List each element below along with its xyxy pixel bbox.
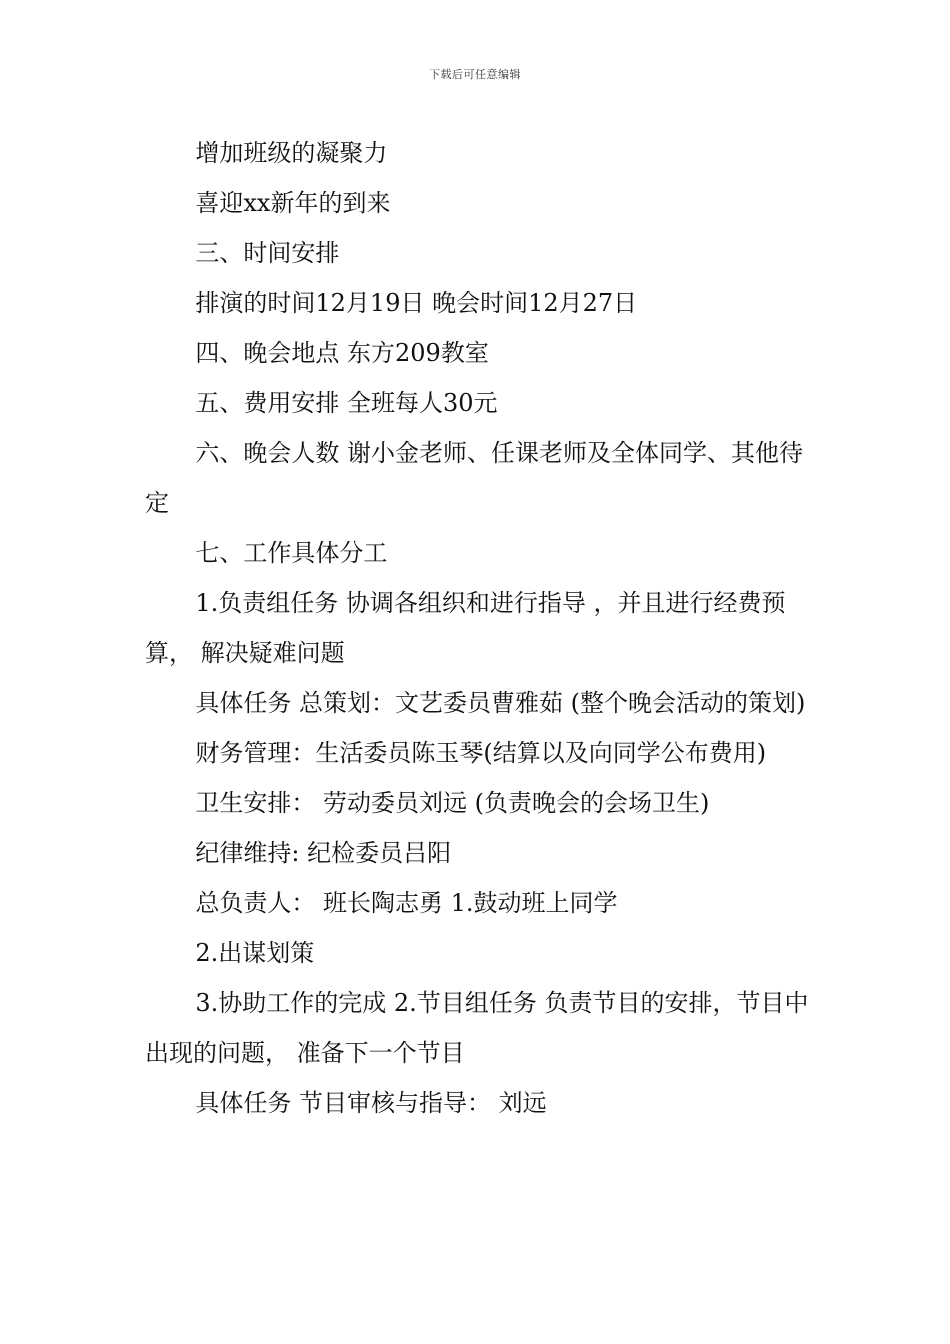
section-heading-time: 三、时间安排 — [195, 239, 340, 267]
section-fees: 五、费用安排 全班每人30元 — [195, 389, 498, 417]
paragraph-program-review: 具体任务 节目审核与指导： 刘远 — [195, 1089, 547, 1117]
paragraph-finance: 财务管理：生活委员陈玉琴(结算以及向同学公布费用) — [195, 739, 767, 767]
paragraph-discipline: 纪律维持: 纪检委员吕阳 — [195, 839, 452, 867]
page-header: 下载后可任意编辑 — [429, 68, 521, 81]
paragraph-hygiene: 卫生安排： 劳动委员刘远 (负责晚会的会场卫生) — [195, 789, 710, 817]
paragraph-lead-group-tasks: 1.负责组任务 协调各组织和进行指导 ，并且进行经费预算， 解决疑难问题 — [145, 589, 786, 667]
paragraph-brainstorm: 2.出谋划策 — [195, 939, 315, 967]
paragraph-cohesion: 增加班级的凝聚力 — [195, 139, 388, 167]
section-venue: 四、晚会地点 东方209教室 — [195, 339, 489, 367]
section-heading-division-of-work: 七、工作具体分工 — [195, 539, 388, 567]
document-body — [145, 128, 810, 1128]
paragraph-new-year: 喜迎xx新年的到来 — [195, 189, 391, 217]
paragraph-planning: 具体任务 总策划：文艺委员曹雅茹 (整个晚会活动的策划) — [195, 689, 806, 717]
paragraph-program-group: 3.协助工作的完成 2.节目组任务 负责节目的安排，节目中出现的问题， 准备下一个节目 — [145, 989, 809, 1067]
paragraph-overall-lead: 总负责人： 班长陶志勇 1.鼓动班上同学 — [195, 889, 618, 917]
section-attendees: 六、晚会人数 谢小金老师、任课老师及全体同学、其他待定 — [145, 439, 804, 517]
paragraph-schedule: 排演的时间12月19日 晚会时间12月27日 — [195, 289, 638, 317]
